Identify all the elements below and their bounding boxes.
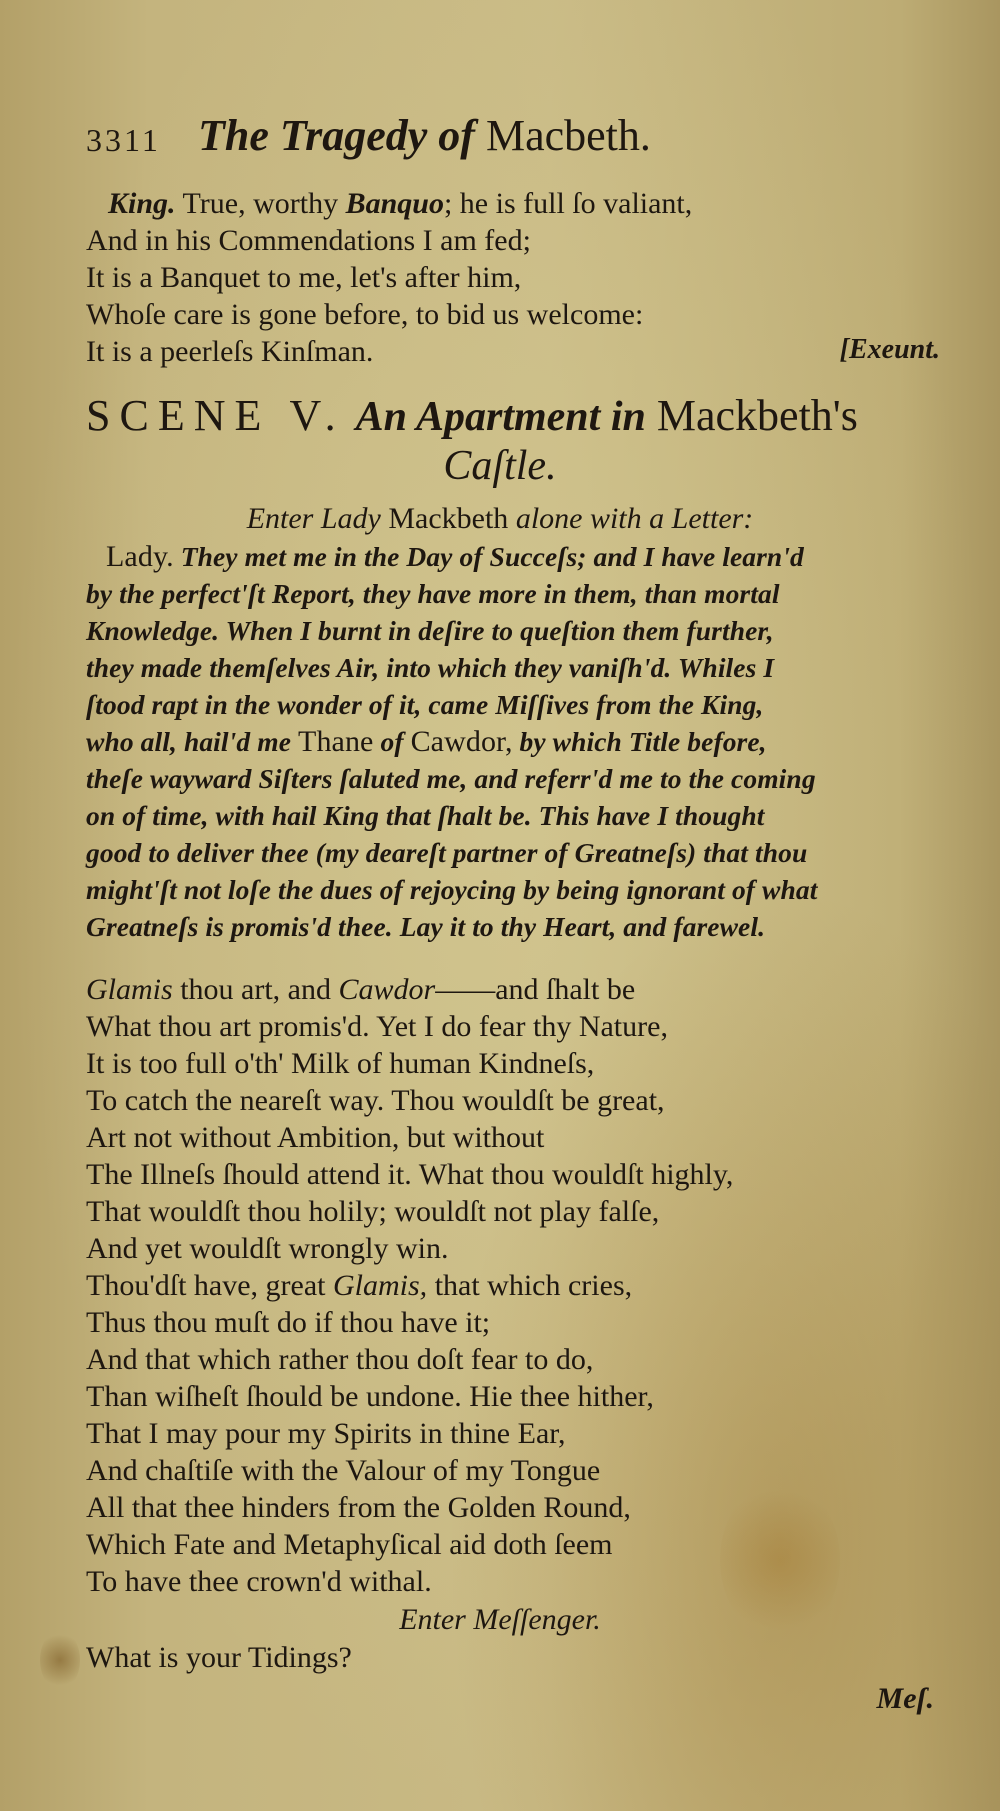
verse-line: Thou'dſt have, great Glamis, that which cries, — [86, 1269, 633, 1302]
verse-line: That wouldſt thou holily; wouldſt not play falſe, — [86, 1195, 660, 1228]
prose-line: Greatneſs is promis'd thee. Lay it to thy Heart, and farewel. — [86, 911, 766, 942]
verse-line: And yet wouldſt wrongly win. — [86, 1232, 449, 1265]
prose-line: ſtood rapt in the wonder of it, came Miſſives from the King, — [86, 689, 764, 720]
verse-line: All that thee hinders from the Golden Round, — [86, 1491, 631, 1524]
prose-line: Lady. They met me in the Day of Succeſs; and I have learn'd — [86, 539, 946, 575]
verse-line: That I may pour my Spirits in thine Ear, — [86, 1417, 566, 1450]
scene-location-italic: An Apartment in — [355, 394, 646, 440]
scene-location-roman: Mackbeth's — [656, 391, 858, 440]
verse-line: It is a peerleſs Kinſman. — [86, 335, 374, 368]
catchword: Meſ. — [876, 1682, 934, 1715]
paper-stain — [40, 1630, 80, 1690]
running-header — [86, 110, 906, 166]
verse-line: Which Fate and Metaphyſical aid doth ſeem — [86, 1528, 613, 1561]
verse-line: What is your Tidings? — [86, 1641, 352, 1674]
prose-line: who all, hail'd me Thane of Cawdor, by which Title before, — [86, 725, 767, 758]
verse-line: And that which rather thou doſt fear to do, — [86, 1343, 594, 1376]
verse-line: Art not without Ambition, but without — [86, 1121, 545, 1154]
verse-line: It is a Banquet to me, let's after him, — [86, 261, 522, 294]
verse-line: King. True, worthy Banquo; he is full ſo valiant, — [108, 187, 693, 220]
page-number: 3311 — [86, 122, 161, 158]
verse-line: And chaſtiſe with the Valour of my Tongue — [86, 1454, 601, 1487]
running-title-roman: Macbeth. — [485, 111, 651, 160]
stage-direction-entrance: Enter Lady Mackbeth alone with a Letter: — [246, 502, 754, 535]
verse-line: Glamis thou art, and Cawdor——and ſhalt be — [86, 973, 636, 1006]
character-name: Glamis, — [333, 1269, 428, 1302]
scene-heading — [86, 390, 946, 441]
prose-line: theſe wayward Siſters ſaluted me, and referr'd me to the coming — [86, 763, 816, 794]
running-title — [198, 110, 651, 161]
scene-label: SCENE V. — [86, 391, 345, 440]
character-name: Cawdor — [338, 973, 436, 1006]
prose-line: on of time, with hail King that ſhalt be. This have I thought — [86, 800, 765, 831]
verse-line: To catch the neareſt way. Thou wouldſt be great, — [86, 1084, 665, 1117]
verse-line: The Illneſs ſhould attend it. What thou wouldſt highly, — [86, 1158, 734, 1191]
verse-line: To have thee crown'd withal. — [86, 1565, 432, 1598]
verse-line: What thou art promis'd. Yet I do fear thy Nature, — [86, 1010, 668, 1043]
character-name: Mackbeth — [388, 502, 509, 535]
character-name: Glamis — [86, 973, 173, 1006]
running-title-italic: The Tragedy of — [198, 111, 475, 160]
speaker-name: King. — [108, 187, 176, 220]
verse-line: Thus thou muſt do if thou have it; — [86, 1306, 491, 1339]
verse-line: Whoſe care is gone before, to bid us welcome: — [86, 298, 644, 331]
scene-location-continued: Caſtle. — [443, 443, 557, 489]
stage-direction-exeunt: [Exeunt. — [839, 334, 940, 365]
speaker-name: Lady. — [106, 540, 174, 573]
verse-line: It is too full o'th' Milk of human Kindneſs, — [86, 1047, 595, 1080]
prose-line: by the perfect'ſt Report, they have more in them, than mortal — [86, 578, 780, 609]
prose-line: might'ſt not loſe the dues of rejoycing by being ignorant of what — [86, 874, 818, 905]
character-name: Banquo — [345, 187, 444, 220]
verse-line: Than wiſheſt ſhould be undone. Hie thee hither, — [86, 1380, 654, 1413]
verse-line: And in his Commendations I am fed; — [86, 224, 531, 257]
stage-direction-messenger: Enter Meſſenger. — [399, 1603, 601, 1636]
prose-line: they made themſelves Air, into which they vaniſh'd. Whiles I — [86, 652, 775, 683]
prose-line: Knowledge. When I burnt in deſire to queſtion them further, — [86, 615, 774, 646]
prose-line: good to deliver thee (my deareſt partner of Greatneſs) that thou — [86, 837, 808, 868]
